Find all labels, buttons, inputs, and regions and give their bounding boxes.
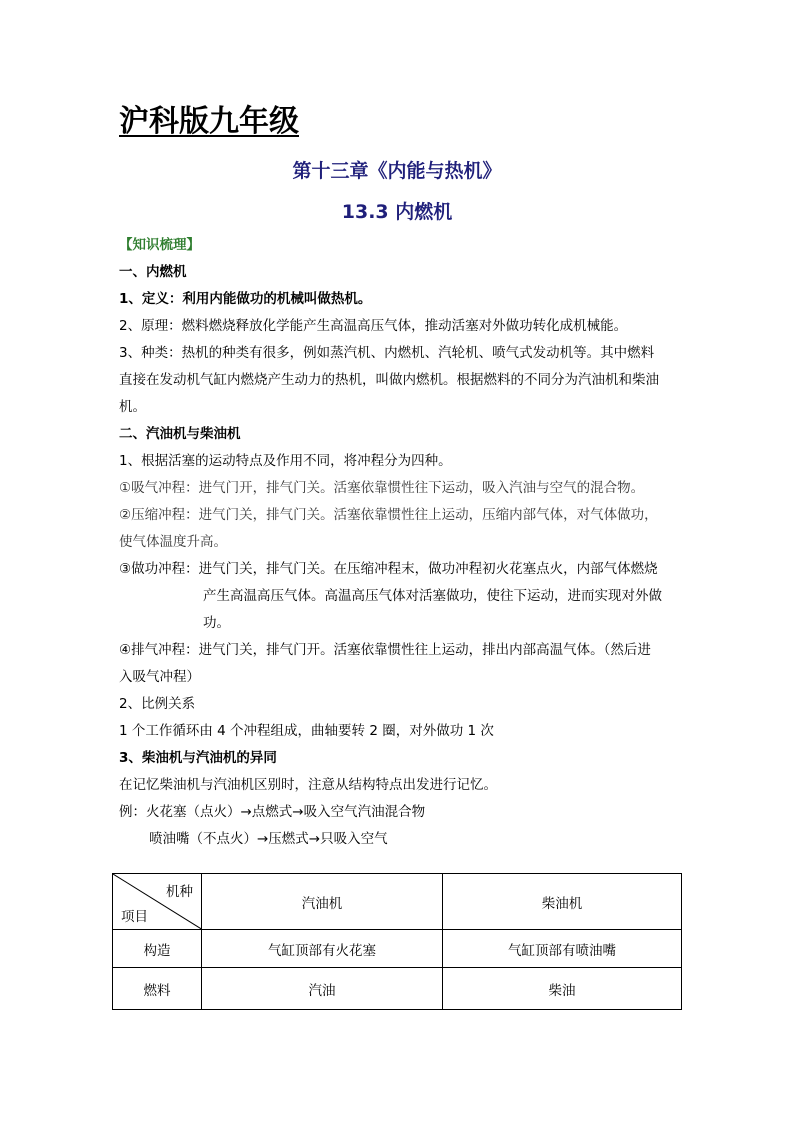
example-line-1: 例：火花塞（点火）→点燃式→吸入空气汽油混合物 [119,804,426,820]
cell-gasoline-structure: 气缸顶部有火花塞 [202,930,443,968]
corner-top-label: 机种 [166,884,193,900]
cell-diesel-fuel: 柴油 [443,968,682,1010]
exhaust-stroke-line-1: ④排气冲程：进气门关，排气门开。活塞依靠惯性往上运动，排出内部高温气体。（然后进 [119,642,651,658]
types-line-1: 3、种类：热机的种类有很多，例如蒸汽机、内燃机、汽轮机、喷气式发动机等。其中燃料 [119,345,655,361]
exhaust-stroke-line-2: 入吸气冲程） [119,669,200,685]
principle-line: 2、原理：燃料燃烧释放化学能产生高温高压气体，推动活塞对外做功转化成机械能。 [119,318,628,334]
table-row [113,930,682,968]
types-line-2: 直接在发动机气缸内燃烧产生动力的热机，叫做内燃机。根据燃料的不同分为汽油机和柴油 [119,372,659,388]
compression-stroke-line-2: 使气体温度升高。 [119,534,227,550]
table-corner-cell [113,874,202,930]
section-title: 13.3 内燃机 [341,201,453,223]
part2-heading: 二、汽油机与柴油机 [119,426,241,442]
compression-stroke-line-1: ②压缩冲程：进气门关，排气门关。活塞依靠惯性往上运动，压缩内部气体，对气体做功， [119,507,658,523]
column-header-diesel: 柴油机 [443,874,682,930]
knowledge-tag: 【知识梳理】 [119,237,200,253]
intake-stroke: ①吸气冲程：进气门开，排气门关。活塞依靠惯性往下运动，吸入汽油与空气的混合物。 [119,480,645,496]
cell-diesel-structure: 气缸顶部有喷油嘴 [443,930,682,968]
corner-bottom-label: 项目 [121,909,148,925]
ratio-heading: 2、比例关系 [119,696,196,712]
example-line-2: 喷油嘴（不点火）→压燃式→只吸入空气 [149,831,388,847]
table-header-row [113,874,682,930]
power-stroke-line-1: ③做功冲程：进气门关，排气门关。在压缩冲程末，做功冲程初火花塞点火，内部气体燃烧 [119,561,658,577]
cell-gasoline-fuel: 汽油 [202,968,443,1010]
main-title: 沪科版九年级 [119,104,299,139]
content-body [119,232,679,853]
power-stroke-line-3: 功。 [203,615,230,631]
ratio-line: 1 个工作循环由 4 个冲程组成，曲轴要转 2 圈，对外做功 1 次 [119,723,494,739]
stroke-intro: 1、根据活塞的运动特点及作用不同，将冲程分为四种。 [119,453,452,469]
column-header-gasoline: 汽油机 [202,874,443,930]
memo-line: 在记忆柴油机与汽油机区别时，注意从结构特点出发进行记忆。 [119,777,497,793]
power-stroke-line-2: 产生高温高压气体。高温高压气体对活塞做功，使往下运动，进而实现对外做 [203,588,662,604]
compare-heading: 3、柴油机与汽油机的异同 [119,750,277,766]
comparison-table [112,873,682,1010]
table-row [113,968,682,1010]
definition-line: 1、定义：利用内能做功的机械叫做热机。 [119,291,372,307]
chapter-title: 第十三章《内能与热机》 [292,160,502,182]
row-label-fuel: 燃料 [113,968,202,1010]
row-label-structure: 构造 [113,930,202,968]
types-line-3: 机。 [119,399,146,415]
part1-heading: 一、内燃机 [119,264,187,280]
